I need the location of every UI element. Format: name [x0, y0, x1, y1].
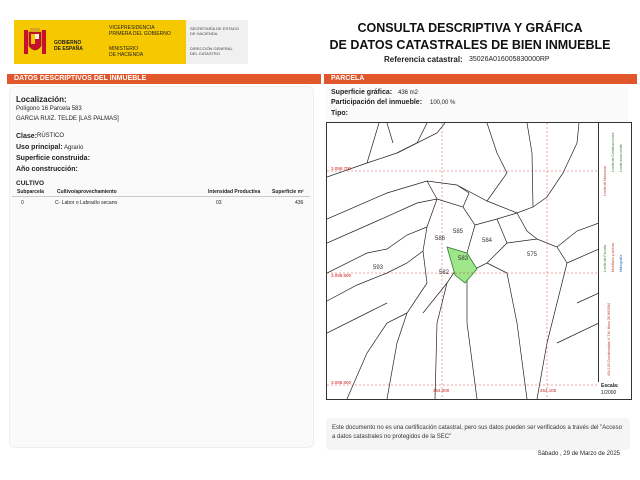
- ref-catastral-label: Referencia catastral:: [384, 55, 463, 64]
- tipo-label: Tipo:: [331, 110, 348, 117]
- participacion-value: 100,00 %: [430, 100, 456, 106]
- localizacion-label: Localización:: [16, 95, 67, 104]
- secretariat-block: [186, 20, 248, 64]
- table-header-divider: [12, 196, 310, 197]
- secretariat-label: SECRETARÍA DE ESTADO DE HACIENDA: [190, 26, 239, 36]
- scale-value: 1/2000: [601, 390, 617, 396]
- participacion-label: Participación del inmueble:: [331, 99, 423, 106]
- coord-y-mid: 3.098.800: [331, 273, 352, 278]
- vicepresidencia-label: VICEPRESIDENCIA PRIMERA DEL GOBIERNO: [109, 25, 171, 37]
- map-legend-column: [598, 122, 631, 382]
- anio-construccion-label: Año construcción:: [16, 166, 78, 173]
- col-intensidad: Intensidad Productiva: [208, 189, 261, 195]
- clase-value: RÚSTICO: [37, 133, 64, 139]
- legend-limite-parcela: Límite de Parcela: [603, 244, 607, 272]
- coord-x-2: 454.100: [540, 388, 557, 393]
- col-subparcela: Subparcela: [17, 189, 44, 195]
- highlighted-parcel[interactable]: [447, 247, 477, 283]
- clase-label: Clase:: [16, 133, 38, 140]
- section-header-datos: DATOS DESCRIPTIVOS DEL INMUEBLE: [7, 74, 321, 84]
- parcel-label-575: 575: [527, 252, 538, 258]
- uso-value: Agrario: [64, 145, 84, 151]
- parcel-label-582: 582: [439, 270, 450, 276]
- ref-catastral-value: 35026A016005830000RP: [469, 56, 550, 63]
- gov-label: GOBIERNO DE ESPAÑA: [54, 40, 83, 52]
- parcel-label-593: 593: [373, 265, 384, 271]
- parcel-label-586: 586: [435, 236, 446, 242]
- legend-limite-manzana: Límite de Manzana: [603, 166, 607, 196]
- coord-x-1: 454.000: [433, 388, 450, 393]
- document-date: Sábado , 29 de Marzo de 2025: [537, 451, 620, 457]
- uso-label: Uso principal:: [16, 144, 63, 151]
- cell-superficie: 436: [295, 200, 304, 206]
- localizacion-line1: Polígono 16 Parcela 583: [16, 106, 82, 112]
- coord-y-bottom: 3.098.800: [331, 380, 352, 385]
- superficie-construida-label: Superficie construida:: [16, 155, 90, 162]
- sup-grafica-label: Superficie gráfica:: [331, 89, 393, 96]
- disclaimer-box: [326, 418, 630, 450]
- disclaimer-text: Este documento no es una certificación catastral, pero sus datos pueden ser verificados a través del "Acceso a datos catastrales no protegidos de la SEC": [332, 425, 622, 440]
- parcel-label-584: 584: [482, 238, 493, 244]
- government-logo-block: [14, 20, 248, 64]
- legend-mobiliario: Mobiliario y aceras: [611, 242, 615, 272]
- legend-construcciones: Límite de Construcciones: [611, 132, 615, 172]
- col-cultivo: Cultivo/aprovechamiento: [57, 189, 117, 195]
- cell-intensidad: 03: [216, 200, 222, 206]
- sup-grafica-value: 436 m2: [398, 90, 419, 96]
- document-title: CONSULTA DESCRIPTIVA Y GRÁFICA DE DATOS CATASTRALES DE BIEN INMUEBLE: [329, 21, 611, 52]
- cultivo-title: CULTIVO: [16, 180, 45, 187]
- localizacion-line2: GARCIA RUIZ. TELDE [LAS PALMAS]: [16, 116, 119, 122]
- cell-subparcela: 0: [21, 200, 24, 206]
- coord-y-top: 3.098.700: [331, 166, 352, 171]
- legend-hidrografia: Hidrografía: [619, 254, 623, 272]
- cell-cultivo: C- Labor o Labradío secano: [55, 200, 118, 206]
- parcel-label-583: 583: [458, 256, 469, 262]
- parcel-label-585: 585: [453, 229, 464, 235]
- directorate-label: DIRECCIÓN GENERAL DEL CATASTRO: [190, 46, 233, 56]
- scale-label: Escala:: [601, 383, 619, 389]
- coat-of-arms-icon: [22, 26, 48, 58]
- ministry-label: MINISTERIO DE HACIENDA: [109, 46, 144, 58]
- crs-label: 454.100 Coordenadas U.T.M. Huso 28 WGS84: [607, 303, 611, 376]
- section-header-parcela: PARCELA: [324, 74, 637, 84]
- col-superficie: Superficie m²: [272, 189, 304, 195]
- datos-panel: [9, 86, 314, 448]
- cadastral-map[interactable]: [326, 122, 632, 400]
- legend-zona-verde: Límite zona verde: [619, 144, 623, 172]
